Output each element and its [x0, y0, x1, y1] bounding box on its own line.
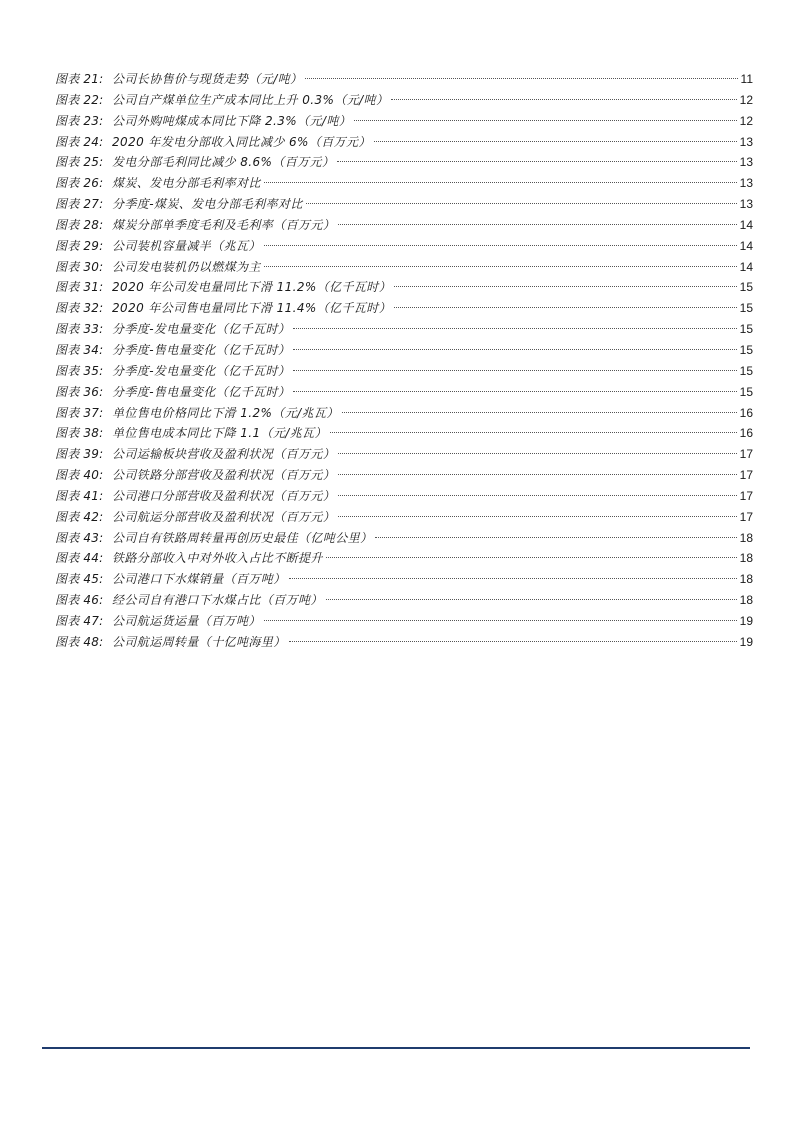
toc-entry[interactable] [55, 507, 753, 528]
figure-title: 公司外购吨煤成本同比下降 2.3%（元/吨） [112, 113, 352, 128]
toc-entry[interactable] [55, 632, 753, 653]
dot-leader [264, 245, 737, 246]
toc-entry[interactable] [55, 111, 753, 132]
page-number: 13 [739, 134, 753, 149]
page-number: 14 [739, 238, 753, 253]
figure-number: 图表 32: [55, 301, 104, 316]
page-number: 16 [739, 405, 753, 420]
dot-leader [293, 328, 736, 329]
dot-leader [342, 412, 737, 413]
page-number: 17 [739, 488, 753, 503]
figure-number: 图表 37: [55, 405, 104, 420]
figure-number: 图表 40: [55, 468, 104, 483]
dot-leader [338, 516, 736, 517]
dot-leader [375, 537, 736, 538]
figure-number: 图表 43: [55, 530, 104, 545]
figure-number: 图表 23: [55, 113, 104, 128]
figure-number: 图表 48: [55, 634, 104, 649]
figure-number: 图表 27: [55, 197, 104, 212]
figure-title: 公司航运货运量（百万吨） [112, 613, 261, 628]
toc-entry[interactable] [55, 152, 753, 173]
dot-leader [338, 495, 736, 496]
dot-leader [338, 453, 736, 454]
toc-entry[interactable] [55, 215, 753, 236]
figure-title: 公司港口分部营收及盈利状况（百万元） [112, 488, 336, 503]
page-number: 13 [739, 176, 753, 191]
figure-title: 单位售电成本同比下降 1.1（元/兆瓦） [112, 426, 327, 441]
page-number: 15 [739, 363, 753, 378]
figure-title: 发电分部毛利同比减少 8.6%（百万元） [112, 155, 335, 170]
dot-leader [293, 391, 736, 392]
table-of-figures [55, 69, 753, 653]
dot-leader [306, 203, 737, 204]
figure-number: 图表 24: [55, 134, 104, 149]
figure-title: 分季度-煤炭、发电分部毛利率对比 [112, 197, 303, 212]
figure-number: 图表 41: [55, 488, 104, 503]
figure-number: 图表 28: [55, 217, 104, 232]
page-number: 11 [740, 72, 753, 86]
toc-entry[interactable] [55, 277, 753, 298]
figure-title: 公司铁路分部营收及盈利状况（百万元） [112, 468, 336, 483]
toc-entry[interactable] [55, 90, 753, 111]
figure-number: 图表 42: [55, 509, 104, 524]
figure-title: 公司发电装机仍以燃煤为主 [112, 259, 261, 274]
figure-title: 分季度-售电量变化（亿千瓦时） [112, 384, 291, 399]
toc-entry[interactable] [55, 611, 753, 632]
figure-title: 2020 年公司发电量同比下滑 11.2%（亿千瓦时） [112, 280, 392, 295]
page-number: 15 [739, 384, 753, 399]
page-number: 14 [739, 217, 753, 232]
figure-title: 公司自产煤单位生产成本同比上升 0.3%（元/吨） [112, 92, 389, 107]
figure-number: 图表 44: [55, 551, 104, 566]
figure-title: 经公司自有港口下水煤占比（百万吨） [112, 593, 323, 608]
toc-entry[interactable] [55, 173, 753, 194]
figure-number: 图表 47: [55, 613, 104, 628]
footer-divider [42, 1047, 750, 1049]
page-number: 12 [739, 92, 753, 107]
dot-leader [326, 599, 737, 600]
figure-number: 图表 34: [55, 342, 104, 357]
page-number: 15 [739, 280, 753, 295]
figure-title: 煤炭分部单季度毛利及毛利率（百万元） [112, 217, 336, 232]
toc-entry[interactable] [55, 423, 753, 444]
toc-entry[interactable] [55, 590, 753, 611]
figure-number: 图表 38: [55, 426, 104, 441]
figure-number: 图表 33: [55, 322, 104, 337]
toc-entry[interactable] [55, 236, 753, 257]
figure-title: 公司航运分部营收及盈利状况（百万元） [112, 509, 336, 524]
page-number: 16 [739, 426, 753, 441]
toc-entry[interactable] [55, 382, 753, 403]
figure-title: 公司自有铁路周转量再创历史最佳（亿吨公里） [112, 530, 373, 545]
toc-entry[interactable] [55, 465, 753, 486]
page-number: 19 [739, 613, 753, 628]
figure-title: 公司运输板块营收及盈利状况（百万元） [112, 447, 336, 462]
page-number: 12 [739, 113, 753, 128]
figure-number: 图表 35: [55, 363, 104, 378]
dot-leader [394, 286, 737, 287]
figure-title: 公司长协售价与现货走势（元/吨） [112, 72, 303, 86]
figure-title: 公司港口下水煤销量（百万吨） [112, 572, 286, 587]
toc-entry[interactable] [55, 69, 753, 90]
figure-number: 图表 30: [55, 259, 104, 274]
page-number: 17 [739, 447, 753, 462]
figure-number: 图表 29: [55, 238, 104, 253]
dot-leader [289, 641, 737, 642]
figure-number: 图表 21: [55, 72, 104, 86]
toc-entry[interactable] [55, 340, 753, 361]
figure-number: 图表 26: [55, 176, 104, 191]
dot-leader [293, 349, 736, 350]
toc-entry[interactable] [55, 194, 753, 215]
figure-number: 图表 45: [55, 572, 104, 587]
dot-leader [338, 474, 736, 475]
page-number: 15 [739, 342, 753, 357]
toc-entry[interactable] [55, 569, 753, 590]
dot-leader [330, 432, 737, 433]
page-number: 18 [739, 551, 753, 566]
dot-leader [337, 161, 736, 162]
page-number: 19 [739, 634, 753, 649]
page-number: 15 [739, 322, 753, 337]
figure-number: 图表 46: [55, 593, 104, 608]
toc-entry[interactable] [55, 403, 753, 424]
toc-entry[interactable] [55, 298, 753, 319]
figure-title: 2020 年发电分部收入同比减少 6%（百万元） [112, 134, 371, 149]
figure-number: 图表 31: [55, 280, 104, 295]
page-number: 15 [739, 301, 753, 316]
dot-leader [354, 120, 736, 121]
figure-number: 图表 36: [55, 384, 104, 399]
figure-title: 单位售电价格同比下滑 1.2%（元/兆瓦） [112, 405, 339, 420]
dot-leader [326, 557, 737, 558]
page-number: 14 [739, 259, 753, 274]
page-number: 17 [739, 468, 753, 483]
toc-entry[interactable] [55, 548, 753, 569]
dot-leader [338, 224, 736, 225]
figure-title: 2020 年公司售电量同比下滑 11.4%（亿千瓦时） [112, 301, 392, 316]
dot-leader [305, 78, 737, 79]
figure-title: 分季度-发电量变化（亿千瓦时） [112, 322, 291, 337]
page-number: 18 [739, 530, 753, 545]
toc-entry[interactable] [55, 528, 753, 549]
figure-title: 公司装机容量减半（兆瓦） [112, 238, 261, 253]
figure-number: 图表 22: [55, 92, 104, 107]
toc-entry[interactable] [55, 486, 753, 507]
toc-entry[interactable] [55, 319, 753, 340]
dot-leader [391, 99, 736, 100]
figure-title: 分季度-售电量变化（亿千瓦时） [112, 342, 291, 357]
dot-leader [264, 620, 737, 621]
page-number: 13 [739, 155, 753, 170]
figure-number: 图表 39: [55, 447, 104, 462]
page-number: 18 [739, 593, 753, 608]
figure-number: 图表 25: [55, 155, 104, 170]
figure-title: 煤炭、发电分部毛利率对比 [112, 176, 261, 191]
dot-leader [264, 266, 737, 267]
dot-leader [289, 578, 737, 579]
figure-title: 铁路分部收入中对外收入占比不断提升 [112, 551, 323, 566]
figure-title: 公司航运周转量（十亿吨海里） [112, 634, 286, 649]
toc-entry[interactable] [55, 444, 753, 465]
toc-entry[interactable] [55, 132, 753, 153]
figure-title: 分季度-发电量变化（亿千瓦时） [112, 363, 291, 378]
page-number: 13 [739, 197, 753, 212]
dot-leader [374, 141, 737, 142]
dot-leader [293, 370, 736, 371]
toc-entry[interactable] [55, 257, 753, 278]
dot-leader [264, 182, 737, 183]
page-number: 18 [739, 572, 753, 587]
dot-leader [394, 307, 737, 308]
toc-entry[interactable] [55, 361, 753, 382]
page-number: 17 [739, 509, 753, 524]
